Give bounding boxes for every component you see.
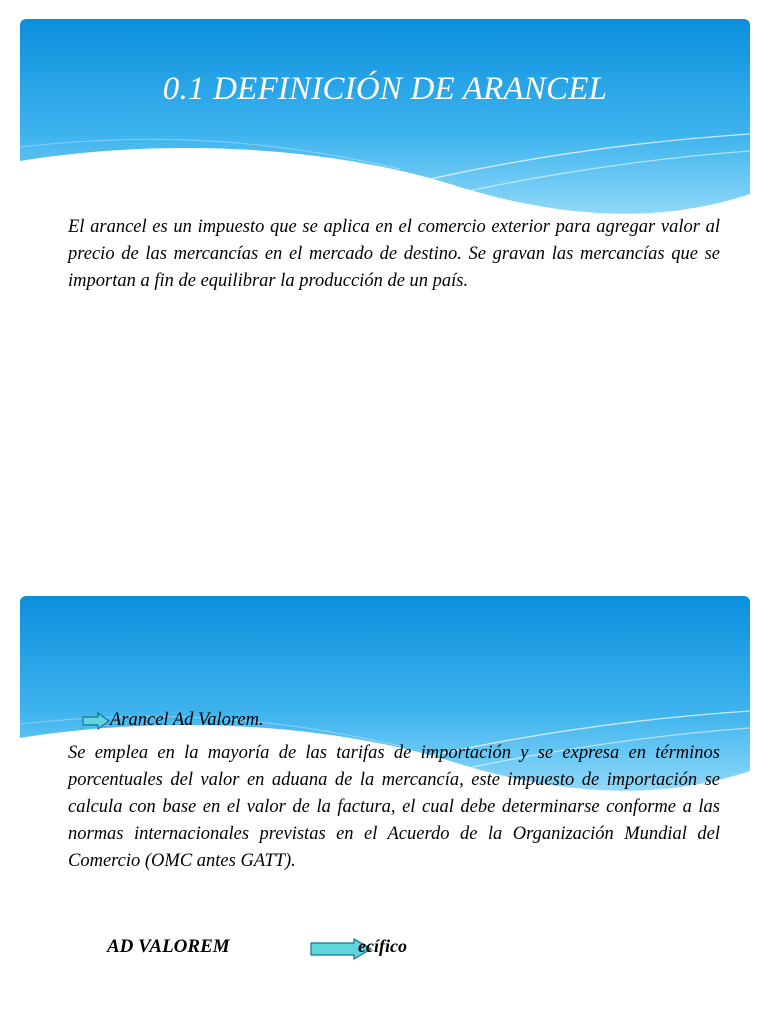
section-heading-text: Arancel Ad Valorem. bbox=[110, 710, 264, 730]
wave-banner-graphic bbox=[20, 19, 750, 219]
comparison-row bbox=[20, 930, 750, 970]
slide-1-header-banner bbox=[20, 19, 750, 219]
slide-1 bbox=[20, 19, 750, 579]
slide-title: 0.1 DEFINICIÓN DE ARANCEL bbox=[162, 71, 608, 107]
definition-paragraph: El arancel es un impuesto que se aplica en el comercio exterior para agregar valor al precio de las mercancías en el mercado de destino. Se gravan las mercancías que se importan a fin de equilibrar la producción de un país. bbox=[68, 217, 720, 291]
section-heading bbox=[82, 710, 264, 731]
ad-valorem-paragraph: Se emplea en la mayoría de las tarifas de importación y se expresa en términos porcentuales del valor en aduana de la mercancía, este impuesto de importación se calcula con base en el valor de la factura, el cual debe determinarse conforme a las normas internacionales previstas en el Acuerdo de la Organización Mundial del Comercio (OMC antes GATT). bbox=[68, 743, 720, 871]
ad-valorem-label: AD VALOREM bbox=[107, 936, 230, 957]
slide-2 bbox=[20, 596, 750, 1024]
especifico-label: ecífico bbox=[358, 936, 407, 956]
right-arrow-icon bbox=[82, 712, 110, 730]
